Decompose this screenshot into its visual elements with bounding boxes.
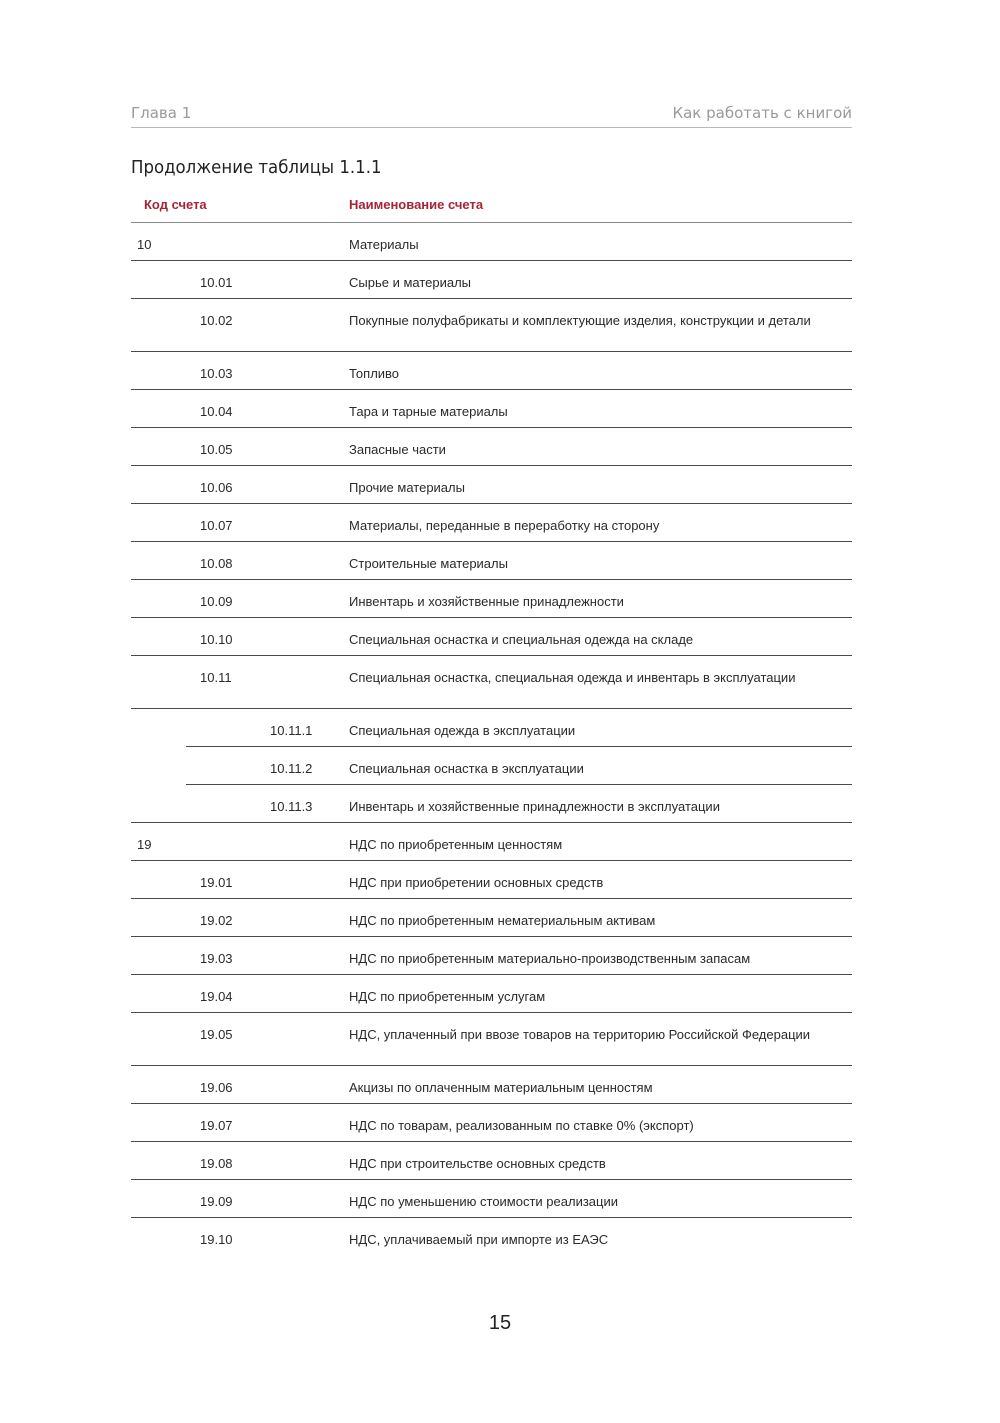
table-row (131, 899, 852, 937)
table-row (131, 352, 852, 390)
table-row (131, 223, 852, 261)
table-row (131, 656, 852, 709)
table-row (131, 1180, 852, 1218)
account-code: 10 (137, 237, 152, 252)
account-code: 10.11.1 (270, 723, 313, 738)
account-name: НДС при приобретении основных средств (349, 875, 604, 890)
running-header (131, 101, 852, 128)
account-code: 19.05 (200, 1027, 233, 1042)
account-name: НДС по приобретенным услугам (349, 989, 546, 1004)
table-row (131, 299, 852, 352)
account-code: 10.05 (200, 442, 233, 457)
table-row (131, 1218, 852, 1256)
account-name: НДС, уплаченный при ввозе товаров на территорию Российской Федерации (349, 1027, 811, 1042)
account-code: 10.02 (200, 313, 233, 328)
account-code: 19.09 (200, 1194, 233, 1209)
account-code: 19.02 (200, 913, 233, 928)
account-name: Специальная оснастка и специальная одежда на складе (349, 632, 694, 647)
account-name: НДС при строительстве основных средств (349, 1156, 606, 1171)
table-row (131, 1142, 852, 1180)
table-row (131, 542, 852, 580)
table-body (131, 223, 852, 1256)
table-row (131, 1013, 852, 1066)
account-name: Топливо (349, 366, 400, 381)
account-name: Материалы (349, 237, 419, 252)
account-code: 19 (137, 837, 152, 852)
account-code: 19.06 (200, 1080, 233, 1095)
account-name: НДС по уменьшению стоимости реализации (349, 1194, 619, 1209)
account-code: 10.06 (200, 480, 233, 495)
table-row (131, 747, 852, 785)
account-name: Прочие материалы (349, 480, 465, 495)
account-name: НДС по приобретенным ценностям (349, 837, 563, 852)
table-row (131, 937, 852, 975)
accounts-table (131, 183, 852, 1256)
account-name: НДС по приобретенным нематериальным активам (349, 913, 656, 928)
account-name: НДС, уплачиваемый при импорте из ЕАЭС (349, 1232, 609, 1247)
column-header-name: Наименование счета (349, 197, 484, 212)
column-header-code: Код счета (144, 197, 207, 212)
table-row (131, 709, 852, 747)
account-name: Запасные части (349, 442, 446, 457)
account-code: 10.09 (200, 594, 233, 609)
table-row (131, 618, 852, 656)
account-code: 10.04 (200, 404, 233, 419)
account-code: 10.08 (200, 556, 233, 571)
account-code: 10.07 (200, 518, 233, 533)
table-row (131, 1066, 852, 1104)
table-row (131, 390, 852, 428)
account-name: Строительные материалы (349, 556, 508, 571)
chapter-label: Глава 1 (131, 104, 192, 122)
account-code: 19.07 (200, 1118, 233, 1133)
account-code: 10.11.2 (270, 761, 313, 776)
account-name: Тара и тарные материалы (349, 404, 508, 419)
account-code: 19.04 (200, 989, 233, 1004)
account-code: 10.11.3 (270, 799, 313, 814)
account-code: 19.01 (200, 875, 233, 890)
table-row (131, 823, 852, 861)
account-code: 10.01 (200, 275, 233, 290)
section-label: Как работать с книгой (672, 104, 852, 122)
account-name: Инвентарь и хозяйственные принадлежности в эксплуатации (349, 799, 720, 814)
table-row (131, 580, 852, 618)
table-row (131, 428, 852, 466)
table-row (131, 466, 852, 504)
table-row (131, 785, 852, 823)
table-row (131, 861, 852, 899)
account-name: НДС по товарам, реализованным по ставке 0% (экспорт) (349, 1118, 694, 1133)
account-code: 10.03 (200, 366, 233, 381)
account-code: 10.10 (200, 632, 233, 647)
account-code: 10.11 (200, 670, 232, 685)
table-row (131, 261, 852, 299)
account-name: Специальная оснастка, специальная одежда и инвентарь в эксплуатации (349, 670, 796, 685)
account-name: Инвентарь и хозяйственные принадлежности (349, 594, 624, 609)
account-name: НДС по приобретенным материально-производственным запасам (349, 951, 751, 966)
account-name: Сырье и материалы (349, 275, 472, 290)
table-caption: Продолжение таблицы 1.1.1 (131, 157, 382, 178)
account-name: Акцизы по оплаченным материальным ценностям (349, 1080, 653, 1095)
account-name: Покупные полуфабрикаты и комплектующие изделия, конструкции и детали (349, 313, 811, 328)
account-name: Материалы, переданные в переработку на сторону (349, 518, 660, 533)
account-code: 19.10 (200, 1232, 233, 1247)
account-name: Специальная оснастка в эксплуатации (349, 761, 584, 776)
page-number: 15 (488, 1312, 512, 1334)
table-row (131, 975, 852, 1013)
table-row (131, 504, 852, 542)
account-name: Специальная одежда в эксплуатации (349, 723, 576, 738)
table-header (131, 183, 852, 223)
table-row (131, 1104, 852, 1142)
account-code: 19.03 (200, 951, 233, 966)
account-code: 19.08 (200, 1156, 233, 1171)
